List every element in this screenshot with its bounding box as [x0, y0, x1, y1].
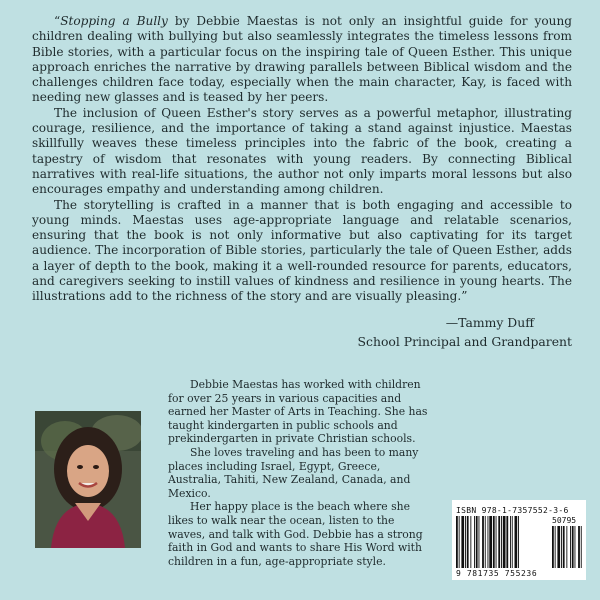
bio-paragraph-1: Debbie Maestas has worked with children for over 25 years in various capacities and earned her Master of Arts in Teaching. She has taught kindergarten in public schools and prekindergarten in private Christian schools.: [168, 378, 428, 446]
review-attribution: [32, 313, 572, 351]
author-portrait-image: [35, 411, 141, 548]
reviewer-name: —Tammy Duff: [445, 314, 534, 330]
review-paragraph-2: The inclusion of Queen Esther's story serves as a powerful metaphor, illustrating courage, resilience, and the importance of taking a stand against injustice. Maestas skillfully weaves these timeless principles into the fabric of the book, creating a tapestry of wisdom that resonates with young readers. By connecting Biblical narratives with real-life situations, the author not only imparts moral lessons but also encourages empathy and understanding among children.: [32, 105, 572, 197]
review-paragraph-1: “Stopping a Bully by Debbie Maestas is not only an insightful guide for young children dealing with bullying but also seamlessly integrates the timeless lessons from Bible stories, with a particular focus on the inspiring tale of Queen Esther. This unique approach enriches the narrative by drawing parallels between Biblical wisdom and the challenges children face today, especially when the main character, Kay, is faced with needing new glasses and is teased by her peers.: [32, 14, 572, 105]
review-block: [32, 14, 572, 351]
review-paragraph-3: The storytelling is crafted in a manner that is both engaging and accessible to young minds. Maestas uses age-appropriate language and relatable scenarios, ensuring that the book is not only informative but also captivating for its target audience. The incorporation of Bible stories, particularly the tale of Queen Esther, adds a layer of depth to the book, making it a well-rounded resource for parents, educators, and caregivers seeking to instill values of kindness and resilience in young hearts. The illustrations add to the richness of the story and are visually pleasing.”: [32, 197, 572, 304]
author-bio: [168, 378, 432, 568]
barcode-bars: [452, 500, 586, 580]
bio-paragraph-3: Her happy place is the beach where she likes to walk near the ocean, listen to the waves, and talk with God. Debbie has a strong faith in God and wants to share His Word with children in a fun, age-appropriate style.: [168, 500, 423, 568]
author-photo: [35, 411, 141, 548]
isbn-digits: 9 781735 755236: [456, 569, 538, 578]
reviewer-role: School Principal and Grandparent: [357, 333, 572, 349]
isbn-barcode: [452, 500, 586, 580]
book-title: Stopping a Bully: [60, 14, 168, 28]
price-code: 50795: [552, 516, 577, 525]
isbn-label: ISBN 978-1-7357552-3-6: [456, 506, 569, 515]
bio-paragraph-2: She loves traveling and has been to many places including Israel, Egypt, Greece, Australia, Tahiti, New Zealand, Canada, and Mexico.: [168, 445, 419, 500]
